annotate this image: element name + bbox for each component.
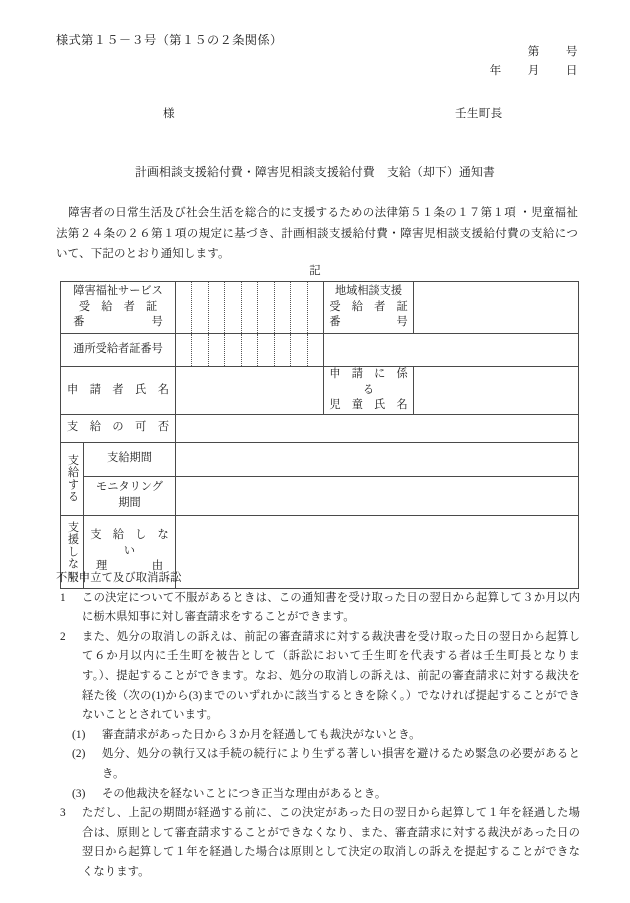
table-row bbox=[61, 442, 579, 476]
value-child-name[interactable] bbox=[414, 367, 579, 415]
label-line-2: 受 給 者 証 bbox=[78, 300, 158, 313]
legal-subnote-item bbox=[56, 726, 580, 746]
label-line-2: 受 給 者 証 bbox=[329, 300, 408, 313]
legal-note-item bbox=[56, 628, 580, 726]
date-month-label: 月 bbox=[527, 64, 540, 77]
table-row bbox=[61, 367, 579, 415]
label-chiiki-soudan-number bbox=[324, 282, 414, 334]
notification-table bbox=[60, 281, 579, 589]
issuer-name: 壬生町長 bbox=[455, 107, 503, 120]
document-number-unit: 号 bbox=[565, 45, 578, 58]
label-line-1: 申 請 に 係 る bbox=[329, 368, 419, 396]
vertical-label-text: 支給する bbox=[66, 454, 79, 503]
document-date-line bbox=[490, 62, 578, 78]
table-row bbox=[61, 334, 579, 367]
label-line-2: 児 童 氏 名 bbox=[329, 399, 408, 411]
value-tsusho-number-right-blank[interactable] bbox=[324, 334, 579, 367]
subnote-number: (3) bbox=[72, 787, 86, 800]
vertical-label-text: 支援しない bbox=[66, 521, 79, 582]
legal-notes-heading: 不服申立て及び取消訴訟 bbox=[56, 572, 182, 584]
label-line-2: 理 由 bbox=[95, 560, 164, 573]
form-number: 様式第１５－３号（第１５の２条関係） bbox=[56, 33, 283, 47]
document-title: 計画相談支援給付費・障害児相談支援給付費 支給（却下）通知書 bbox=[135, 165, 495, 179]
date-day-label: 日 bbox=[565, 64, 578, 77]
label-line-1: モニタリング bbox=[96, 481, 163, 493]
label-line-3: 番 号 bbox=[73, 316, 163, 329]
subnote-number: (1) bbox=[72, 728, 86, 741]
subnote-text: 審査請求があった日から３か月を経過しても裁決がないとき。 bbox=[102, 728, 421, 741]
label-shikyu-kikan: 支給期間 bbox=[84, 442, 176, 476]
intro-paragraph bbox=[56, 203, 578, 265]
legal-subnote-item bbox=[56, 785, 580, 805]
note-number: 1 bbox=[60, 591, 66, 604]
value-chiiki-soudan-number[interactable] bbox=[414, 282, 579, 334]
label-monitoring-kikan bbox=[84, 476, 176, 515]
value-tsusho-number[interactable] bbox=[176, 334, 324, 367]
label-line-1: 障害福祉サービス bbox=[73, 285, 163, 298]
label-line-1: 支 給 し な い bbox=[90, 529, 180, 557]
intro-text: 障害者の日常生活及び社会生活を総合的に支援するための法律第５１条の１７第１項 ・児童福祉法第２４条の２６第１項の規定に基づき、計画相談支援給付費・障害児相談支援給付費の支給について、下記のとおり通知します。 bbox=[56, 207, 578, 260]
subnote-number: (2) bbox=[72, 748, 86, 761]
label-line-2: 期間 bbox=[118, 496, 141, 509]
number-cell-grid bbox=[176, 334, 323, 366]
vertical-label-shikyu-suru bbox=[61, 442, 84, 515]
label-decision bbox=[61, 414, 176, 442]
table-row bbox=[61, 476, 579, 515]
value-fukushi-service-number[interactable] bbox=[176, 282, 324, 334]
label-fukushi-service-number bbox=[61, 282, 176, 334]
note-text: ただし、上記の期間が経過する前に、この決定があった日の翌日から起算して１年を経過した場合は、原則として審査請求することができなくなり、また、審査請求に対する裁決があった日の翌日から起算して１年を経過した場合は原則として決定の取消しの訴えを提起することができなくなります。 bbox=[82, 807, 580, 878]
subnote-text: 処分、処分の執行又は手続の続行により生ずる著しい損害を避けるため緊急の必要があるとき。 bbox=[102, 748, 580, 780]
subnote-text: その他裁決を経ないことにつき正当な理由があるとき。 bbox=[102, 787, 387, 800]
number-cell-grid bbox=[176, 282, 323, 333]
date-year-label: 年 bbox=[489, 64, 502, 77]
note-text: この決定について不服があるときは、この通知書を受け取った日の翌日から起算して３か月以内に栃木県知事に対し審査請求をすることができます。 bbox=[82, 591, 580, 624]
kicho-marker: 記 bbox=[309, 265, 321, 277]
label-applicant-name bbox=[61, 367, 176, 415]
table-row bbox=[61, 414, 579, 442]
value-shikyu-kikan[interactable] bbox=[176, 442, 579, 476]
document-number-line bbox=[528, 43, 578, 59]
legal-note-item bbox=[56, 804, 580, 882]
addressee-honorific: 様 bbox=[163, 107, 175, 120]
note-number: 3 bbox=[60, 807, 66, 820]
label-text: 申 請 者 氏 名 bbox=[67, 383, 170, 396]
value-decision[interactable] bbox=[176, 414, 579, 442]
legal-notes-section bbox=[56, 569, 580, 883]
value-applicant-name[interactable] bbox=[176, 367, 324, 415]
label-line-1: 地域相談支援 bbox=[334, 285, 403, 298]
label-text: 支 給 の 可 否 bbox=[67, 421, 170, 434]
note-number: 2 bbox=[60, 630, 66, 643]
label-tsusho-number: 通所受給者証番号 bbox=[61, 334, 176, 367]
label-line-3: 番 号 bbox=[329, 316, 408, 329]
value-monitoring-kikan[interactable] bbox=[176, 476, 579, 515]
legal-subnote-item bbox=[56, 745, 580, 784]
document-number-label: 第 bbox=[527, 45, 540, 58]
note-text: また、処分の取消しの訴えは、前記の審査請求に対する裁決書を受け取った日の翌日から起算して６か月以内に壬生町を被告として（訴訟において壬生町を代表する者は壬生町長となります。）、提起することができます。なお、処分の取消しの訴えは、前記の審査請求に対する裁決を経た後（次の(1)から(3)までのいずれかに該当するときを除く。）でなければ提起することができないこととされています。 bbox=[82, 630, 580, 722]
label-child-name bbox=[324, 367, 419, 415]
table-row bbox=[61, 282, 579, 334]
legal-note-item bbox=[56, 589, 580, 628]
